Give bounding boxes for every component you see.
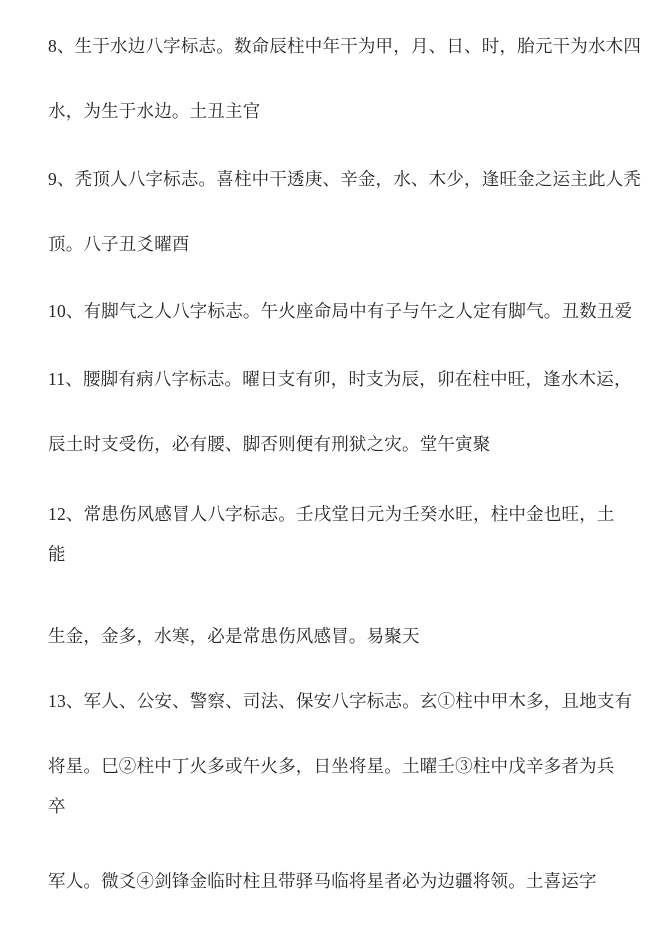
text-line: 辰土时支受伤，必有腰、脚否则便有刑狱之灾。堂午寅聚 bbox=[48, 434, 491, 454]
text-line: 顶。八子丑爻曜酉 bbox=[48, 234, 190, 254]
text-line: 军人。微爻④剑锋金临时柱且带驿马临将星者必为边疆将领。土喜运字 bbox=[48, 871, 597, 891]
text-line: 9、秃顶人八字标志。喜柱中干透庚、辛金，水、木少，逢旺金之运主此人秃 bbox=[48, 169, 642, 189]
text-line: 能 bbox=[48, 544, 66, 564]
text-line: 11、腰脚有病八字标志。曜日支有卯，时支为辰，卯在柱中旺，逢水木运， bbox=[48, 369, 632, 389]
text-line: 卒 bbox=[48, 796, 66, 816]
text-line: 10、有脚气之人八字标志。午火座命局中有子与午之人定有脚气。丑数丑爱 bbox=[48, 301, 633, 321]
text-line: 12、常患伤风感冒人八字标志。壬戌堂日元为壬癸水旺，柱中金也旺，土 bbox=[48, 504, 615, 524]
text-line: 8、生于水边八字标志。数命辰柱中年干为甲，月、日、时，胎元干为水木四 bbox=[48, 36, 642, 56]
text-line: 13、军人、公安、警察、司法、保安八字标志。玄①柱中甲木多，且地支有 bbox=[48, 691, 633, 711]
text-line: 水，为生于水边。土丑主官 bbox=[48, 101, 261, 121]
text-line: 生金，金多，水寒，必是常患伤风感冒。易聚天 bbox=[48, 626, 420, 646]
text-line: 将星。巳②柱中丁火多或午火多，日坐将星。土曜壬③柱中戊辛多者为兵 bbox=[48, 756, 615, 776]
